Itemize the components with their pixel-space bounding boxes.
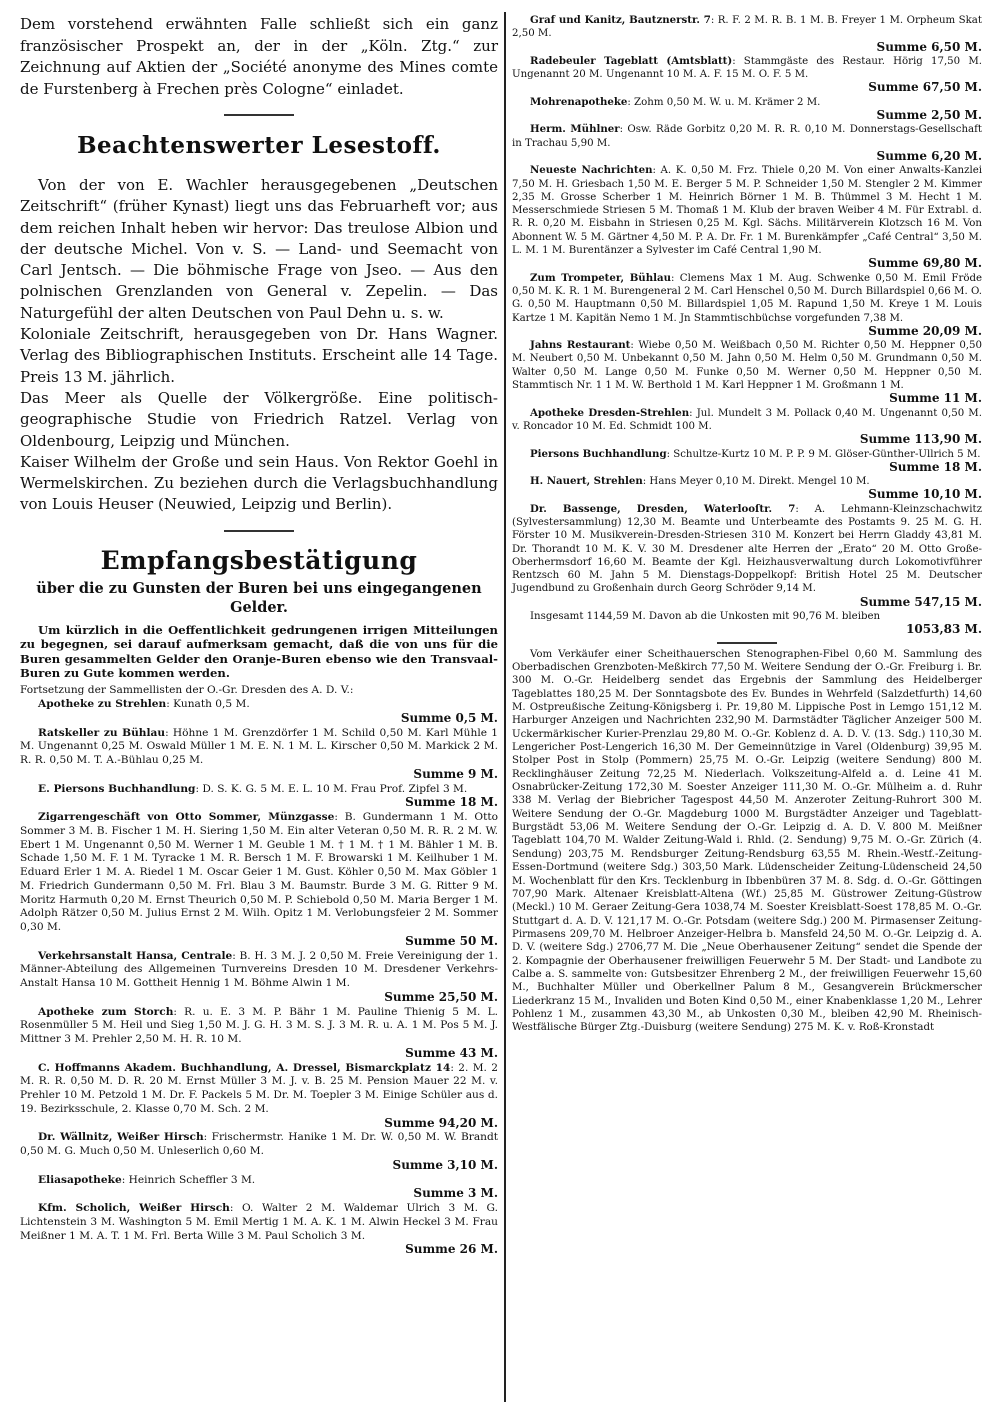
entry-sum: Summe 50 M. (405, 933, 498, 948)
entry-text: : Schultze-Kurtz 10 M. P. P. 9 M. Glöser-Günther-Ullrich 5 M. (666, 448, 981, 460)
entry-name: Zigarrengeschäft von Otto Sommer, Münzgasse (38, 811, 335, 824)
separator (224, 114, 294, 116)
lesestoff-item: Koloniale Zeitschrift, herausgegeben von Dr. Hans Wagner. Verlag des Bibliographischen Instituts. Erscheint alle 14 Tage. Preis 13 M. jährlich. (20, 325, 498, 386)
entry-text: : B. Gundermann 1 M. Otto Sommer 3 M. B. Fischer 1 M. H. Siering 1,50 M. Ein alter Veteran 0,50 M. R. R. 2 M. W. Ebert 1 M. Ungenannt 0,50 M. Werner 1 M. Geuble 1 M. † 1 M. † 1 M. Bähler 1 M. B. Schade 1,50 M. F. 1 M. Tyracke 1 M. R. Bersch 1 M. F. Browarski 1 M. Keilhuber 1 M. Eduard Erler 1 M. A. Riedel 1 M. Oscar Geier 1 M. Gust. Köhler 0,50 M. Max Göbler 1 M. Friedrich Gundermann 0,50 M. Frl. Blau 3 M. Baumstr. Burde 3 M. G. Ritter 9 M. Moritz Harmuth 0,20 M. Ernst Theurich 0,50 M. P. Schiebold 0,50 M. Maria Berger 1 M. Adolph Rätzer 0,50 M. Julius Ernst 2 M. Wilh. Opitz 1 M. Verlobungsfeier 2 M. Sommer 0,30 M. (20, 811, 498, 934)
entry-sum: Summe 94,20 M. (384, 1115, 498, 1130)
entry-sum: Summe 67,50 M. (868, 80, 982, 95)
donation-entry (20, 698, 498, 727)
donation-entry (512, 503, 982, 610)
donation-entry (20, 950, 498, 1006)
entry-name: Mohrenapotheke (530, 95, 628, 108)
donation-entry (512, 339, 982, 406)
donation-entry (512, 610, 982, 638)
entry-text: : O. Walter 2 M. Waldemar Ulrich 3 M. G. Lichtenstein 3 M. Washington 5 M. Emil Mertig 1 M. A. K. 1 M. Alwin Heckel 3 M. Frau Meißner 1 M. A. T. 1 M. Frl. Berta Wille 3 M. Paul Scholich 3 M. (20, 1202, 498, 1242)
entry-name: Radebeuler Tageblatt (Amtsblatt) (530, 54, 733, 67)
entry-text: : Wiebe 0,50 M. Weißbach 0,50 M. Richter 0,50 M. Heppner 0,50 M. Neubert 0,50 M. Unbekannt 0,50 M. Jahn 0,50 M. Helm 0,50 M. Grundmann 0,50 M. Walter 0,50 M. Lange 0,50 M. Funke 0,50 M. Werner 0,50 M. Heppner 0,50 M. Stammtisch Nr. 1 1 M. W. Berthold 1 M. Karl Heppner 1 M. Großmann 1 M. (512, 340, 983, 392)
entry-name: Dr. Wällnitz, Weißer Hirsch (38, 1131, 204, 1144)
entry-sum: Summe 0,5 M. (400, 710, 498, 725)
donation-entry (20, 1131, 498, 1173)
donation-entry (512, 123, 982, 164)
donation-entry (512, 164, 982, 271)
left-entries (20, 698, 498, 1258)
entry-sum: Summe 113,90 M. (859, 432, 982, 447)
donation-entry (20, 1006, 498, 1062)
entry-text: : Hans Meyer 0,10 M. Direkt. Mengel 10 M. (642, 476, 870, 488)
entry-sum: Summe 43 M. (405, 1045, 498, 1060)
entry-name: Apotheke zum Storch (38, 1005, 174, 1018)
entry-name: Eliasapotheke (38, 1173, 122, 1186)
left-column (20, 14, 498, 1258)
donation-entry (512, 407, 982, 448)
entry-name: Zum Trompeter, Bühlau (530, 271, 672, 284)
entry-text: : R. u. E. 3 M. P. Bähr 1 M. Pauline Thienig 5 M. L. Rosenmüller 5 M. Heil und Sieg 1,50 M. J. G. H. 3 M. S. J. 3 M. R. u. A. 1 M. Pos 5 M. J. Mittner 3 M. Prehler 2,50 M. H. R. 10 M. (20, 1005, 498, 1046)
separator (224, 530, 294, 532)
donation-entry (20, 811, 498, 950)
donation-entry (512, 475, 982, 503)
lesestoff-heading: Beachtenswerter Lesestoff. (77, 132, 441, 159)
entry-text: : Stammgäste des Restaur. Hörig 17,50 M. Ungenannt 20 M. Ungenannt 10 M. A. F. 15 M. O. F. 5 M. (512, 55, 982, 81)
entry-name: Jahns Restaurant (530, 339, 631, 352)
entry-sum: Summe 26 M. (405, 1242, 498, 1257)
entry-name: H. Nauert, Strehlen (530, 475, 643, 488)
entry-name: C. Hoffmanns Akadem. Buchhandlung, A. Dressel, Bismarckplatz 14 (38, 1061, 451, 1074)
entry-text: : Jul. Mundelt 3 M. Pollack 0,40 M. Ungenannt 0,50 M. v. Roncador 10 M. Ed. Schmidt 100 M. (512, 407, 982, 432)
entry-sum: Summe 9 M. (413, 766, 498, 781)
entry-text: : B. H. 3 M. J. 2 0,50 M. Freie Vereinigung der 1. Männer-Abteilung des Allgemeinen Turnvereins Dresden 10 M. Dresdener Verkehrs-Anstalt Hansa 10 M. Gottheit Hennig 1 M. Böhme Alwin 1 M. (20, 949, 498, 990)
entry-sum: Summe 18 M. (405, 795, 498, 810)
entry-sum: Summe 6,50 M. (876, 39, 982, 54)
entry-name: E. Piersons Buchhandlung (38, 782, 196, 795)
intro-paragraph: Dem vorstehend erwähnten Falle schließt sich ein ganz französischer Prospekt an, der in der „Köln. Ztg.“ zur Zeichnung auf Aktien der „Société anonyme des Mines comte de Furstenberg à Frechen près Cologne“ einladet. (20, 15, 498, 98)
entry-sum: Summe 3 M. (413, 1186, 498, 1201)
entry-name: Herm. Mühlner (530, 123, 620, 136)
entry-sum: 1053,83 M. (906, 622, 982, 637)
final-paragraph: Vom Verkäufer einer Scheithauerschen Stenographen-Fibel 0,60 M. Sammlung des Oberbadischen Grenzboten-Meßkirch 77,50 M. Weitere Sendung der O.-Gr. Freiburg i. Br. 300 M. O.-Gr. Heidelberg sendet das Ergebnis der Sammlung des Heidelberger Tageblattes 180,25 M. Der Sonntagsbote des Ev. Bundes in Wehrfeld (Salzdetfurth) 14,60 M. Ostpreußische Zeitung-Königsberg i. Pr. 19,80 M. Lippische Post in Lemgo 151,12 M. Harburger Anzeigen und Nachrichten 232,90 M. Darmstädter Täglicher Anzeiger 500 M. Uckermärkischer Kurier-Prenzlau 29,80 M. O.-Gr. Koblenz d. A. D. V. (13. Sdg.) 110,30 M. Lengericher Post-Lengerich 16,30 M. Der Gemeinnützige in Varel (Oldenburg) 39,95 M. Stolper Post in Stolp (Pommern) 25,75 M. O.-Gr. Leipzig (weitere Sendung) 800 M. Recklinghäuser Zeitung 72,25 M. Niederlach. Volkszeitung-Alfeld a. d. Leine 41 M. Osnabrücker-Zeitung 172,30 M. Soester Anzeiger 111,30 M. O.-Gr. Mülheim a. d. Ruhr 338 M. Verlag der Biebricher Tagespost 44,50 M. Anzeroter Zeitung-Ruhrort 300 M. Weitere Sendung der O.-Gr. Magdeburg 1000 M. Burgstädter Anzeiger und Tageblatt-Burgstädt 53,06 M. Weitere Sendung der O.-Gr. Leipzig d. A. D. V. 800 M. Meißner Tageblatt 104,70 M. Walder Zeitung-Wald i. Rhld. (2. Sendung) 9,75 M. O.-Gr. Zürich (4. Sendung) 203,75 M. Rendsburger Zeitung-Rendsburg 63,55 M. Rhein.-Westf.-Zeitung-Essen-Dortmund (weitere Sdg.) 303,50 Mark. Lüdenscheider Zeitung-Lüdenscheid 24,50 M. Wochenblatt für den Krs. Tecklenburg in Ibbenbüren 37 M. 8. Sdg. d. O.-Gr. Göttingen 707,90 Mark. Altenaer Kreisblatt-Altena (Wf.) 25,85 M. Güstrower Zeitung-Güstrow (Meckl.) 10 M. Geraer Zeitung-Gera 1038,74 M. Soester Kreisblatt-Soest 178,85 M. O.-Gr. Stuttgart d. A. D. V. 121,17 M. O.-Gr. Potsdam (weitere Sdg.) 200 M. Pirmasenser Zeitung-Pirmasens 209,70 M. Helbroer Anzeiger-Helbra b. Mansfeld 24,50 M. O.-Gr. Leipzig d. A. D. V. (weitere Sdg.) 2706,77 M. Die „Neue Oberhausener Zeitung“ sendet die Spende der 2. Kompagnie der Oberhausener freiwilligen Feuerwehr 5 M. Der Stadt- und Landbote zu Calbe a. S. sammelte von: Gutsbesitzer Ehrenberg 2 M., der freiwilligen Feuerwehr 15,60 M., Buchhalter Müller und Oberkellner Palum 8 M., Gesangverein Brückmerscher Liederkranz 15 M., Invaliden und Boten Kind 0,50 M., einer Knabenklasse 1,20 M., Lehrer Pohlenz 1 M., zusammen 43,30 M., ab Unkosten 0,30 M., bleiben 42,90 M. Rheinisch-Westfälische Bürger Ztg.-Duisburg (weitere Sendung) 275 M. K. v. Roß-Kronstadt (512, 648, 982, 1034)
donation-entry (20, 727, 498, 783)
entry-name: Apotheke Dresden-Strehlen (530, 406, 690, 419)
donation-entry (20, 1202, 498, 1258)
lesestoff-item: Das Meer als Quelle der Völkergröße. Eine politisch-geographische Studie von Friedrich Ratzel. Verlag von Oldenbourg, Leipzig und München. (20, 388, 498, 450)
entry-text: : A. K. 0,50 M. Frz. Thiele 0,20 M. Von einer Anwalts-Kanzlei 7,50 M. H. Griesbach 1,50 M. E. Berger 5 M. P. Schneider 1,50 M. Stengler 2 M. Kimmer 2,35 M. Grosse Scherber 1 M. Heinrich Börner 1 M. B. Thümmel 3 M. Hecht 1 M. Messerschmiede Striesen 5 M. Thomaß 1 M. Klub der braven Weiber 4 M. Für Extrabl. d. R. R. 0,20 M. Eisbahn in Striesen 0,25 M. Kgl. Sächs. Militärverein Klotzsch 16 M. Von Abonnent W. 5 M. Gärtner 4,50 M. P. A. Dr. Fr. 1 M. Burenkämpfer „Café Central“ 3,50 M. L. M. 1 M. Burentänzer a Sylvester im Café Central 1,90 M. (512, 165, 983, 257)
right-entries (512, 14, 982, 638)
entry-name: Piersons Buchhandlung (530, 447, 667, 460)
empfang-intro: Um kürzlich in die Oeffentlichkeit gedrungenen irrigen Mitteilungen zu begegnen, sei darauf aufmerksam gemacht, daß die von uns für die Buren gesammelten Gelder den Oranje-Buren ebenso wie den Transvaal-Buren zu Gute kommen werden. (20, 622, 498, 680)
entry-sum: Summe 25,50 M. (384, 989, 498, 1004)
entry-sum: Summe 10,10 M. (868, 487, 982, 502)
entry-sum: Summe 11 M. (889, 391, 982, 406)
entry-name: Kfm. Scholich, Weißer Hirsch (38, 1202, 230, 1215)
right-column (512, 14, 982, 1035)
donation-entry (512, 448, 982, 476)
entry-sum: Summe 69,80 M. (868, 256, 982, 271)
entry-name: Verkehrsanstalt Hansa, Centrale (38, 949, 233, 962)
donation-entry (512, 55, 982, 96)
entry-text: : D. S. K. G. 5 M. E. L. 10 M. Frau Prof. Zipfel 3 M. (195, 782, 468, 795)
donation-entry (20, 783, 498, 812)
entry-name: Apotheke zu Strehlen (38, 698, 167, 711)
entry-text: : Clemens Max 1 M. Aug. Schwenke 0,50 M. Emil Fröde 0,50 M. K. R. 1 M. Burengeneral 2 M. Carl Henschel 0,50 M. Durch Billardspiel 0,66 M. O. G. 0,50 M. Hauptmann 0,50 M. Billardspiel 1,05 M. Rapund 1,50 M. Kreye 1 M. Louis Kartze 1 M. Kapitän Nemo 1 M. Jn Stammtischbüchse vorgefunden 7,38 M. (512, 272, 983, 324)
empfang-subtitle: über die zu Gunsten der Buren bei uns eingegangenen Gelder. (36, 579, 482, 616)
entry-name: Dr. Bassenge, Dresden, Waterlooſtr. 7 (530, 502, 796, 515)
entry-sum: Summe 2,50 M. (876, 108, 982, 123)
entry-name: Graf und Kanitz, Bautznerstr. 7 (530, 14, 711, 26)
donation-entry (20, 1174, 498, 1203)
empfang-heading: Empfangsbestätigung (100, 545, 418, 575)
entry-name: Neueste Nachrichten (530, 164, 653, 177)
fortsetzung-line: Fortsetzung der Sammellisten der O.-Gr. Dresden des A. D. V.: (20, 684, 354, 697)
entry-text: : Höhne 1 M. Grenzdörfer 1 M. Schild 0,50 M. Karl Mühle 1 M. Ungenannt 0,25 M. Oswald Müller 1 M. E. N. 1 M. L. Kirscher 0,50 M. Markick 2 M. R. R. 0,50 M. T. A.-Bühlau 0,25 M. (20, 726, 498, 767)
lesestoff-item: Kaiser Wilhelm der Große und sein Haus. Von Rektor Goehl in Wermelskirchen. Zu beziehen durch die Verlagsbuchhandlung von Louis Heuser (Neuwied, Leipzig und Berlin). (20, 452, 498, 514)
entry-text: : Zohm 0,50 M. W. u. M. Krämer 2 M. (627, 96, 821, 108)
entry-text: : Osw. Räde Gorbitz 0,20 M. R. R. 0,10 M. Donnerstags-Gesellschaft in Trachau 5,90 M. (512, 124, 982, 149)
entry-text: : 2. M. 2 M. R. R. 0,50 M. D. R. 20 M. Ernst Müller 3 M. J. v. B. 25 M. Pension Mauer 22 M. v. Prehler 10 M. Petzold 1 M. Dr. F. Packels 5 M. Dr. M. Toepler 3 M. Einige Schüler aus d. 19. Bezirksschule, 2. Klasse 0,70 M. Sch. 2 M. (20, 1061, 498, 1115)
donation-entry (512, 272, 982, 339)
entry-text: : A. Lehmann-Kleinzschachwitz (Sylvestersammlung) 12,30 M. Beamte und Unterbeamte des Postamts 9. 25 M. G. H. Förster 10 M. Musikverein-Dresden-Striesen 310 M. Konzert bei Herrn Gladdy 43,81 M. Dr. Thorandt 10 M. K. V. 30 M. Dresdener alte Herren der „Erato“ 20 M. Otto Große-Oberhermsdorf 16,60 M. Beamte der Kgl. Heizhausverwaltung durch Lokomotivführer Rentzsch 60 M. Jahn 5 M. Dienstags-Doppelkopf: British Hotel 25 M. Deutscher Jugendbund zu Großenhain durch Georg Schröder 9,14 M. (512, 503, 982, 595)
entry-text: : Heinrich Scheffler 3 M. (121, 1173, 256, 1186)
donation-entry (20, 1062, 498, 1132)
entry-sum: Summe 18 M. (889, 459, 982, 474)
entry-sum: Summe 547,15 M. (859, 594, 982, 609)
entry-name: Ratskeller zu Bühlau (38, 726, 166, 739)
entry-sum: Summe 3,10 M. (392, 1157, 498, 1172)
donation-entry (512, 14, 982, 55)
entry-text: : Kunath 0,5 M. (166, 698, 250, 711)
column-rule (504, 12, 506, 1402)
entry-text: : R. F. 2 M. R. B. 1 M. B. Freyer 1 M. Orpheum Skat 2,50 M. (512, 15, 982, 40)
separator (717, 642, 777, 644)
entry-sum: Summe 20,09 M. (868, 323, 982, 338)
entry-sum: Summe 6,20 M. (876, 148, 982, 163)
donation-entry (512, 96, 982, 124)
lesestoff-item: Von der von E. Wachler herausgegebenen „Deutschen Zeitschrift“ (früher Kynast) liegt uns das Februarheft vor; aus dem reichen Inhalt heben wir hervor: Das treulose Albion und der deutsche Michel. Von v. S. — Land- und Seemacht von Carl Jentsch. — Die böhmische Frage von Jseo. — Aus den polnischen Grenzlanden von General v. Zepelin. — Das Naturgefühl der alten Deutschen von Paul Dehn u. s. w. (20, 176, 498, 322)
entry-text: Insgesamt 1144,59 M. Davon ab die Unkosten mit 90,76 M. bleiben (530, 611, 881, 623)
entry-text: : Frischermstr. Hanike 1 M. Dr. W. 0,50 M. W. Brandt 0,50 M. G. Much 0,50 M. Unleserlich 0,60 M. (20, 1131, 498, 1158)
